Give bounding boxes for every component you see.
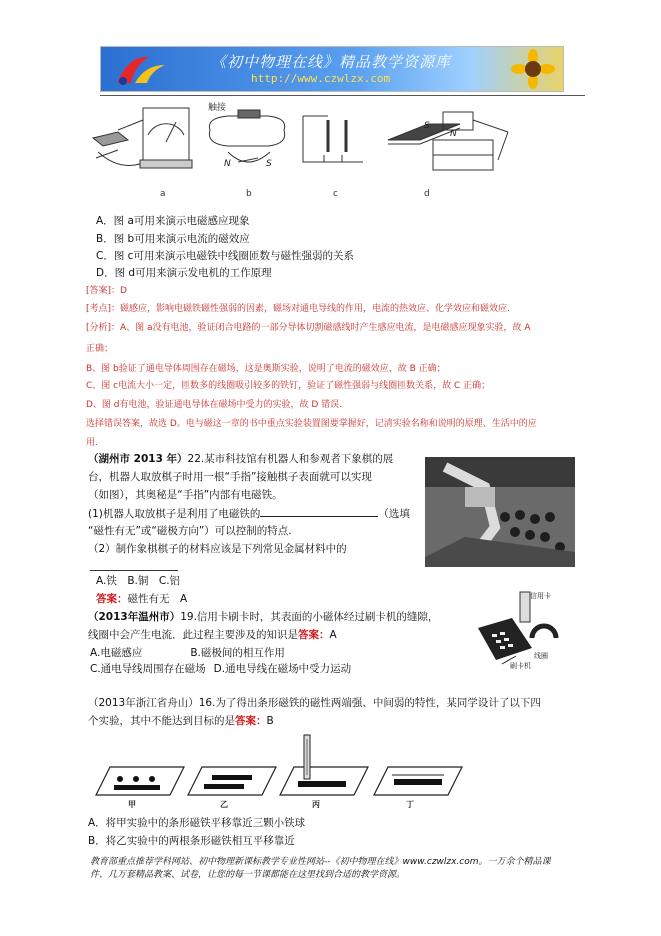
q19-source: （2013年温州市） <box>88 611 181 623</box>
fig-machine-label: 刷卡机 <box>510 662 531 670</box>
symbol-S: S <box>266 159 272 169</box>
q19-options-row1 <box>90 646 285 660</box>
analysis-kaodian: [考点]：磁感应，影响电磁铁磁性强弱的因素，磁场对通电导线的作用，电流的热效应、化学效应和磁效应. <box>86 304 510 314</box>
analysis-line-c: C、图 c电流大小一定，匝数多的线圈吸引较多的铁钉，验证了磁性强弱与线圈匝数关系，故 C 正确； <box>86 381 491 391</box>
q16-answer-text: B <box>266 715 274 727</box>
q19-line2 <box>88 628 337 642</box>
q19-line1 <box>88 610 438 624</box>
q16-opt-b: B．将乙实验中的两根条形磁铁相互平移靠近 <box>88 835 295 847</box>
figure-abcd <box>88 100 528 200</box>
fig-label-yi: 乙 <box>220 800 228 809</box>
q22-blank[interactable] <box>260 506 378 517</box>
figure-b-coil <box>209 110 284 162</box>
figure-c-electromagnet <box>303 116 363 162</box>
fig-label-jia: 甲 <box>128 800 136 809</box>
q22-line4 <box>88 506 410 521</box>
fig-label-bing: 丙 <box>312 800 320 809</box>
q19-text-2: 线圈中会产生电流．此过程主要涉及的知识是 <box>88 629 298 641</box>
analysis-fenxi-2: 正确； <box>86 344 114 354</box>
symbol-N-d: N <box>450 129 457 139</box>
figure-a-galvanometer <box>93 108 192 168</box>
analysis-summary-2: 用. <box>86 438 98 448</box>
option-b: B．图 b可用来演示电流的磁效应 <box>96 233 250 245</box>
figure-label-d: d <box>424 189 430 199</box>
analysis-line-b: B、图 b验证了通电导体周围存在磁场，这是奥斯实验，说明了电流的磁效应，故 B 正确； <box>86 364 446 374</box>
analysis-line-d: D、图 d有电池，验证通电导体在磁场中受力的实验，故 D 错误. <box>86 400 343 410</box>
robot-chess-photo <box>425 457 575 567</box>
analysis-summary-1: 选择错误答案，故选 D。电与磁这一章的书中重点实验装置图要掌握好，记清实验名称和说明的原理、生活中的应 <box>86 419 537 429</box>
q22-line3: （如图），其奥秘是“手指”内部有电磁铁。 <box>88 489 283 501</box>
q16-opt-a: A．将甲实验中的条形磁铁平移靠近三颗小铁球 <box>88 817 306 829</box>
figure-d-rails <box>388 112 508 170</box>
q22-line2: 台，机器人取放棋子时用一根“手指”接触棋子表面就可以实现 <box>88 471 372 483</box>
card-reader-figure <box>472 588 582 670</box>
q19-opt-b: B.磁极间的相互作用 <box>190 647 285 659</box>
figure-label-b: b <box>246 189 252 199</box>
q22-line4-b: （选填 <box>378 508 410 520</box>
q16-line2 <box>88 714 274 728</box>
q22-line4-a: (1)机器人取放棋子是利用了电磁铁的 <box>88 508 261 520</box>
q22-line1 <box>88 452 393 466</box>
q22-answer-text: 磁性有无 A <box>127 593 188 605</box>
footer <box>90 856 590 882</box>
fig-card-label: 信用卡 <box>530 592 551 600</box>
q16-text-2: 个实验，其中不能达到目标的是 <box>88 715 235 727</box>
q19-opt-d: D.通电导线在磁场中受力运动 <box>213 663 352 675</box>
q22-line5: “磁性有无”或“磁极方向”）可以控制的特点. <box>88 525 292 537</box>
logo-icon <box>109 51 171 87</box>
symbol-N: N <box>224 159 231 169</box>
header-banner <box>100 46 564 92</box>
option-c: C．图 c可用来演示电磁铁中线圈匝数与磁性强弱的关系 <box>96 250 354 262</box>
fig-coil-label: 线圈 <box>534 652 548 660</box>
footer-line1: 教育部重点推荐学科网站、初中物理新课标教学专业性网站--《初中物理在线》www.czwlzx.com。一万余个精品课 <box>90 857 551 867</box>
q19-text-1: 19.信用卡刷卡时，其表面的小磁体经过刷卡机的缝隙， <box>180 611 439 623</box>
q16-source: （2013年浙江省舟山） <box>88 697 199 709</box>
option-d: D．图 d可用来演示发电机的工作原理 <box>96 267 272 279</box>
footer-line2: 件、几万套精品教案、试卷，让您的每一节课都能在这里找到合适的教学资源。 <box>90 870 406 880</box>
figure-b-top-text: 触接 <box>208 103 227 113</box>
sunflower-icon <box>511 49 555 89</box>
q16-line1 <box>88 696 541 710</box>
magnet-experiments-figure <box>92 733 502 813</box>
q19-opt-c: C.通电导线周围存在磁场 <box>90 663 206 675</box>
figure-label-a: a <box>160 189 166 199</box>
q22-line6: （2）制作象棋棋子的材料应该是下列常见金属材料中的 <box>88 543 347 555</box>
q22-source: （湖州市 2013 年） <box>88 453 188 465</box>
q22-answer-label: 答案： <box>96 593 128 605</box>
banner-title: 《初中物理在线》精品教学资源库 <box>211 53 452 71</box>
q19-answer-text: A <box>329 629 337 641</box>
analysis-fenxi-1: [分析]：A、图 a没有电池，验证闭合电路的一部分导体切割磁感线时产生感应电流，是电磁感应现象实验，故 A <box>86 323 531 333</box>
q22-answer <box>96 592 187 606</box>
analysis-answer: [答案]：D <box>86 286 127 296</box>
q16-answer-label: 答案： <box>235 715 267 727</box>
header-divider <box>100 95 585 96</box>
q22-options: A.铁 B.铜 C.铝 <box>96 575 181 587</box>
q19-options-row2 <box>90 662 351 676</box>
separator-line <box>90 570 178 571</box>
q16-text-1: 16.为了得出条形磁铁的磁性两端强、中间弱的特性，某同学设计了以下四 <box>198 697 541 709</box>
q22-text-1: 22.某市科技馆有机器人和参观者下象棋的展 <box>187 453 394 465</box>
q19-opt-a: A.电磁感应 <box>90 647 143 659</box>
fig-label-ding: 丁 <box>406 800 414 809</box>
figure-label-c: c <box>333 189 338 199</box>
q19-answer-label: 答案： <box>298 629 330 641</box>
symbol-S-d: S <box>424 121 430 131</box>
banner-url[interactable]: http://www.czwlzx.com <box>251 72 391 85</box>
option-a: A．图 a可用来演示电磁感应现象 <box>96 215 250 227</box>
